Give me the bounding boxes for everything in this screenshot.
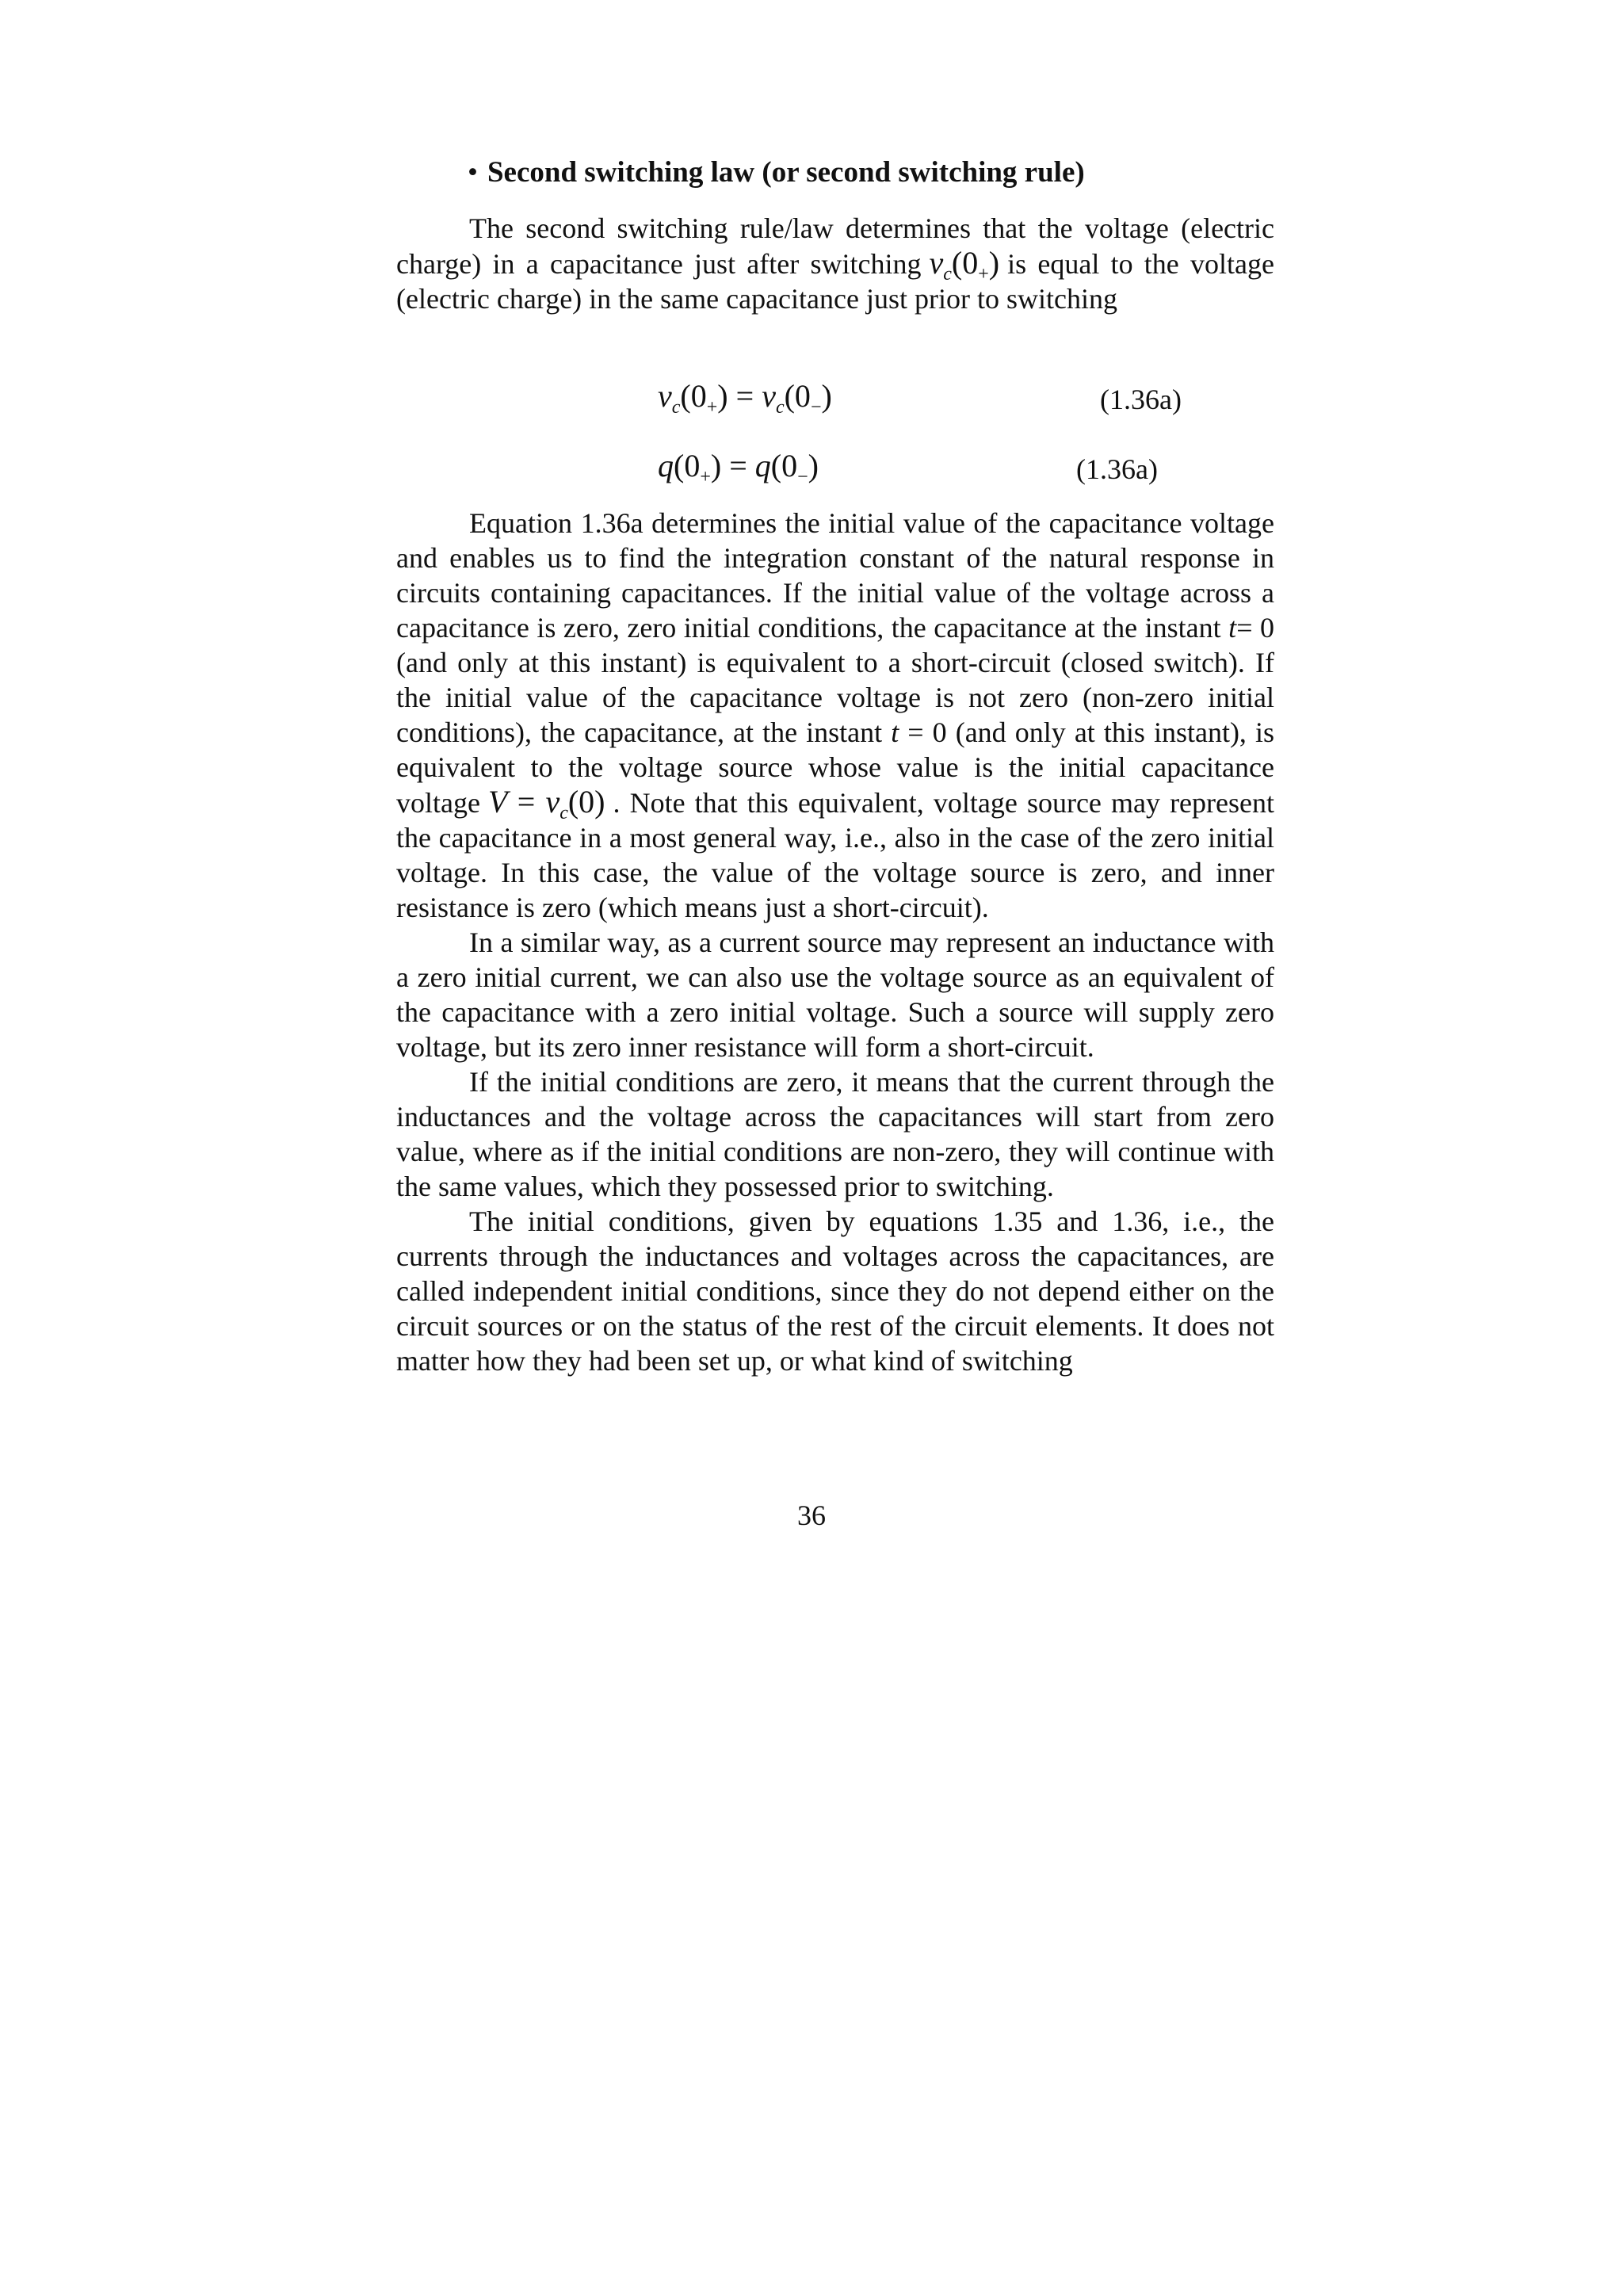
variable-t: t: [1228, 612, 1237, 644]
body-text: [396, 506, 1274, 1378]
page-number: 36: [797, 1499, 826, 1531]
equation-vc-rendered: $v_c(0_+) = v_c(0_-)$: [658, 378, 832, 418]
equation-vc-number: (1.36a): [1100, 384, 1182, 415]
para1-text-a: The second switching rule/law determines that the voltage (electric charge) in a capacitance just after switching: [396, 212, 1274, 280]
equation-vc: [658, 377, 832, 418]
paragraph-second-switching-law: [396, 211, 1274, 316]
section-heading-text: Second switching law (or second switching rule): [487, 156, 1085, 189]
paragraph-initial-zero: If the initial conditions are zero, it means that the current through the inductances and the voltage across the capacitances will start from zero value, where as if the initial conditions are non-zero, they will continue with the same values, which they possessed prior to switching.: [396, 1066, 1274, 1202]
equation-q: [658, 447, 819, 485]
paragraph-equation-explanation: Equation 1.36a determines the initial value of the capacitance voltage and enables us to find the integration constant of the natural response in circuits containing capacitances. If the initial value of the voltage across a capacitance is zero, zero initial conditions, the capacitance at the instant t= 0 (and only at this instant) is equivalent to a short-circuit (closed switch). If the initial value of the capacitance voltage is not zero (non-zero initial conditions), the capacitance, at the instant t = 0 (and only at this instant), is equivalent to the voltage source whose value is the initial capacitance voltage $V = v_c(0)$ . Note that this equivalent, voltage source may represent the capacitance in a most general way, i.e., also in the case of the zero initial voltage. In this case, the value of the voltage source is zero, and inner resistance is zero (which means just a short-circuit).: [396, 507, 1275, 923]
paragraph-similar-way: In a similar way, as a current source may represent an inductance with a zero initial current, we can also use the voltage source as an equivalent of the capacitance with a zero initial voltage. Such a source will supply zero voltage, but its zero inner resistance will form a short-circuit.: [396, 926, 1274, 1063]
section-heading: [468, 155, 1085, 190]
math-v-equals-vc0: $V = v_c(0)$: [487, 784, 605, 823]
math-vc-0plus-inline: $v_c(0_+)$: [929, 245, 1000, 285]
equation-q-number: (1.36a): [1076, 453, 1158, 485]
bullet-icon: •: [468, 156, 478, 189]
variable-t: t: [891, 716, 899, 748]
para1-text-b: is equal to the voltage (electric charge) in the same capacitance just prior to switching: [396, 248, 1274, 315]
equation-q-rendered: $q(0_+) = q(0_-)$: [658, 448, 819, 487]
paragraph-independent-conditions: The initial conditions, given by equations 1.35 and 1.36, i.e., the currents through the inductances and voltages across the capacitances, are called independent initial conditions, since they do not depend either on the circuit sources or on the status of the rest of the circuit elements. It does not matter how they had been set up, or what kind of switching: [396, 1205, 1274, 1377]
